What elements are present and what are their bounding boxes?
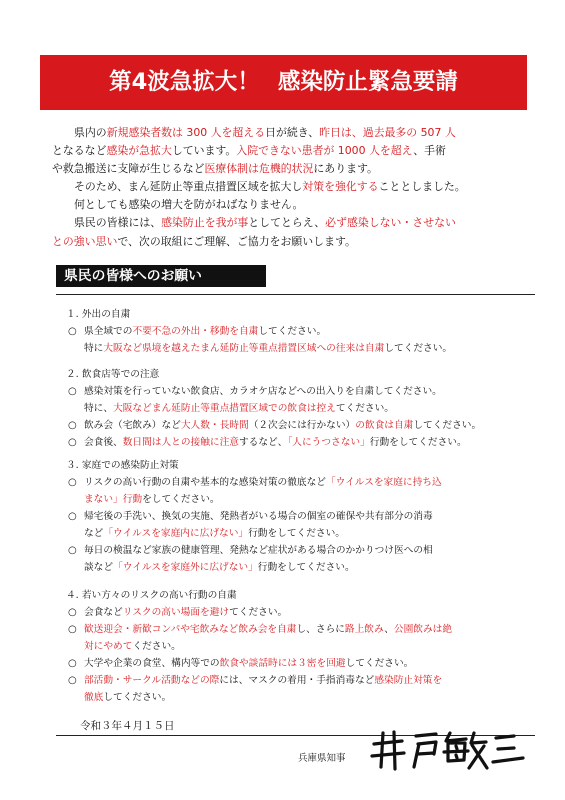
banner-title-part1: 第4波急拡大！ bbox=[109, 69, 260, 95]
signer-title: 兵庫県知事 bbox=[298, 753, 346, 764]
text-segment: 行動をしてください。 bbox=[248, 528, 345, 539]
item-text bbox=[84, 607, 287, 618]
highlight-text: 徹底 bbox=[84, 692, 104, 703]
highlight-text: 感染防止を我が事 bbox=[161, 216, 249, 230]
highlight-text: 歓送迎会・新歓コンパや宅飲みなど飲み会を自粛 bbox=[84, 624, 297, 635]
text-segment: してください。 bbox=[384, 343, 453, 354]
item-text-cont bbox=[66, 689, 452, 706]
highlight-text: 部活動・サークル活動などの際 bbox=[84, 675, 220, 686]
text-segment: 日が続き、 bbox=[265, 126, 320, 139]
intro-text bbox=[52, 124, 532, 251]
text-segment: してください。 bbox=[413, 420, 482, 431]
group-heading: ４. 若い方々のリスクの高い行動の自粛 bbox=[66, 590, 237, 601]
text-segment: 県民の皆様には、 bbox=[74, 216, 162, 230]
highlight-text: 大人数・長時間 bbox=[180, 420, 249, 431]
highlight-text: 不要不急の外出・移動を自粛 bbox=[132, 326, 259, 337]
highlight-text: 感染が急拡大 bbox=[106, 144, 172, 158]
text-segment: そのため、まん延防止等重点措置区域を拡大し bbox=[74, 180, 303, 194]
text-segment: するなど、 bbox=[239, 437, 288, 448]
request-group-restaurants bbox=[66, 367, 481, 451]
title-banner bbox=[40, 55, 527, 110]
list-item bbox=[66, 323, 452, 340]
text-segment: してください。 bbox=[258, 326, 327, 337]
text-segment: 行動をしてください。 bbox=[369, 437, 467, 448]
intro-line bbox=[52, 160, 532, 178]
highlight-text: 昨日は、過去最多の 507 人 bbox=[319, 126, 456, 139]
text-segment: など bbox=[84, 528, 104, 539]
list-item bbox=[66, 417, 481, 434]
intro-line bbox=[52, 214, 532, 232]
highlight-text: 公園飲みは絶 bbox=[393, 624, 453, 635]
text-segment: や救急搬送に支障が生じるなど bbox=[52, 162, 205, 176]
circle-bullet-icon: ○ bbox=[68, 386, 77, 397]
highlight-text: 「ウイルスを家庭内に広げない」 bbox=[103, 528, 249, 539]
item-text-cont bbox=[66, 638, 452, 655]
highlight-text: 大阪など県境を越えたまん延防止等重点措置区域への往来は自粛 bbox=[103, 343, 385, 354]
highlight-text: 感染防止対策を bbox=[374, 675, 443, 686]
highlight-text: 対策を強化する bbox=[302, 180, 379, 194]
text-segment: 飲み会（宅飲み）など bbox=[84, 420, 181, 431]
intro-line bbox=[52, 142, 532, 160]
section-heading: 県民の皆様へのお願い bbox=[56, 265, 266, 287]
text-segment: （２次会には行かない） bbox=[248, 420, 356, 431]
text-segment: 帰宅後の手洗い、換気の実施、発熱者がいる場合の個室の確保や共有部分の消毒 bbox=[84, 511, 433, 522]
text-segment: してください。 bbox=[345, 658, 414, 669]
text-segment: し、さらに bbox=[296, 624, 345, 635]
text-segment: 、手術 bbox=[413, 144, 446, 158]
item-text-cont bbox=[66, 525, 442, 542]
item-text bbox=[84, 658, 413, 669]
highlight-text: 飲食や談話時には３密を回避 bbox=[219, 658, 346, 669]
highlight-text: 「ウイルスを家庭外に広げない」 bbox=[113, 562, 258, 573]
text-segment: 毎日の検温など家族の健康管理、発熱など症状がある場合のかかりつけ医への相 bbox=[84, 545, 433, 556]
list-item bbox=[66, 508, 442, 525]
item-text bbox=[84, 624, 452, 635]
item-text bbox=[84, 477, 442, 488]
request-group-outing bbox=[66, 307, 452, 357]
circle-bullet-icon: ○ bbox=[68, 607, 77, 618]
item-text bbox=[84, 511, 433, 522]
item-text-cont bbox=[66, 400, 481, 417]
text-segment: てください。 bbox=[335, 403, 394, 414]
highlight-text: 路上飲み bbox=[344, 624, 385, 635]
text-segment: ください。 bbox=[132, 641, 181, 652]
text-segment: 会食後、 bbox=[84, 437, 123, 448]
intro-line bbox=[52, 196, 532, 214]
highlight-text: の飲食は自粛 bbox=[355, 420, 414, 431]
text-segment: こととしました。 bbox=[378, 180, 466, 194]
circle-bullet-icon: ○ bbox=[68, 675, 77, 686]
highlight-text: 大阪などまん延防止等重点措置区域での飲食は控え bbox=[113, 403, 336, 414]
list-item bbox=[66, 383, 481, 400]
intro-line bbox=[52, 178, 532, 196]
circle-bullet-icon: ○ bbox=[68, 658, 77, 669]
text-segment: 感染対策を行っていない飲食店、カラオケ店などへの出入りを自粛してください。 bbox=[84, 386, 442, 397]
item-text bbox=[84, 545, 433, 556]
issue-date: 令和３年４月１５日 bbox=[80, 720, 175, 732]
circle-bullet-icon: ○ bbox=[68, 326, 77, 337]
item-text bbox=[84, 326, 326, 337]
request-group-home bbox=[66, 458, 442, 576]
text-segment: リスクの高い行動の自粛や基本的な感染対策の徹底など bbox=[84, 477, 326, 488]
highlight-text: 数日間は人との接触に注意 bbox=[122, 437, 239, 448]
text-segment: てください。 bbox=[229, 607, 288, 618]
item-text bbox=[84, 386, 442, 397]
highlight-text: との強い思い bbox=[52, 234, 118, 248]
text-segment: 大学や企業の食堂、構内等での bbox=[84, 658, 220, 669]
circle-bullet-icon: ○ bbox=[68, 624, 77, 635]
item-text bbox=[84, 420, 481, 431]
list-item bbox=[66, 542, 442, 559]
text-segment: 、 bbox=[384, 624, 394, 635]
highlight-text: 新規感染者数は 300 人を超える bbox=[106, 126, 266, 139]
text-segment: 会食など bbox=[84, 607, 123, 618]
banner-title-part2: 感染防止緊急要請 bbox=[277, 69, 458, 95]
text-segment: 談など bbox=[84, 562, 114, 573]
text-segment: をしてください。 bbox=[142, 494, 220, 505]
highlight-text: 「人にうつさない」 bbox=[287, 437, 370, 448]
text-segment: には、マスクの着用・手指消毒など bbox=[219, 675, 375, 686]
intro-line bbox=[52, 233, 532, 251]
list-item bbox=[66, 604, 452, 621]
circle-bullet-icon: ○ bbox=[68, 477, 77, 488]
text-segment: で、次の取組にご理解、ご協力をお願いします。 bbox=[117, 234, 356, 248]
highlight-text: リスクの高い場面を避け bbox=[122, 607, 230, 618]
highlight-text: 入院できない患者が 1000 人を超え bbox=[236, 144, 414, 158]
list-item bbox=[66, 655, 452, 672]
highlight-text: 必ず感染しない・させない bbox=[325, 216, 456, 230]
group-heading: ２. 飲食店等での注意 bbox=[66, 369, 160, 380]
group-heading: ３. 家庭での感染防止対策 bbox=[66, 460, 179, 471]
text-segment: としてとらえ、 bbox=[248, 216, 326, 230]
highlight-text: まない」行動 bbox=[84, 494, 143, 505]
group-heading: １. 外出の自粛 bbox=[66, 309, 131, 320]
list-item bbox=[66, 474, 442, 491]
highlight-text: 「ウイルスを家庭に持ち込 bbox=[326, 477, 442, 488]
item-text-cont bbox=[66, 340, 452, 357]
text-segment: 県全域での bbox=[84, 326, 133, 337]
item-text bbox=[84, 675, 442, 686]
intro-line bbox=[52, 124, 532, 142]
item-text-cont bbox=[66, 491, 442, 508]
list-item bbox=[66, 621, 452, 638]
list-item bbox=[66, 672, 452, 689]
governor-signature bbox=[368, 727, 528, 773]
circle-bullet-icon: ○ bbox=[68, 420, 77, 431]
text-segment: にあります。 bbox=[313, 162, 378, 176]
text-segment: 県内の bbox=[74, 126, 107, 139]
list-item bbox=[66, 434, 481, 451]
request-group-young-people bbox=[66, 588, 452, 706]
item-text bbox=[84, 437, 467, 448]
text-segment: 特に bbox=[84, 343, 104, 354]
highlight-text: 医療体制は危機的状況 bbox=[204, 162, 314, 176]
text-segment: 何としても感染の増大を防がねばなりません。 bbox=[74, 198, 304, 212]
text-segment: 行動をしてください。 bbox=[257, 562, 355, 573]
item-text-cont bbox=[66, 559, 442, 576]
text-segment: 特に、 bbox=[84, 403, 114, 414]
circle-bullet-icon: ○ bbox=[68, 511, 77, 522]
highlight-text: 対にやめて bbox=[84, 641, 133, 652]
text-segment: となるなど bbox=[52, 144, 107, 158]
circle-bullet-icon: ○ bbox=[68, 545, 77, 556]
circle-bullet-icon: ○ bbox=[68, 437, 77, 448]
text-segment: してください。 bbox=[103, 692, 172, 703]
text-segment: しています。 bbox=[171, 144, 237, 158]
